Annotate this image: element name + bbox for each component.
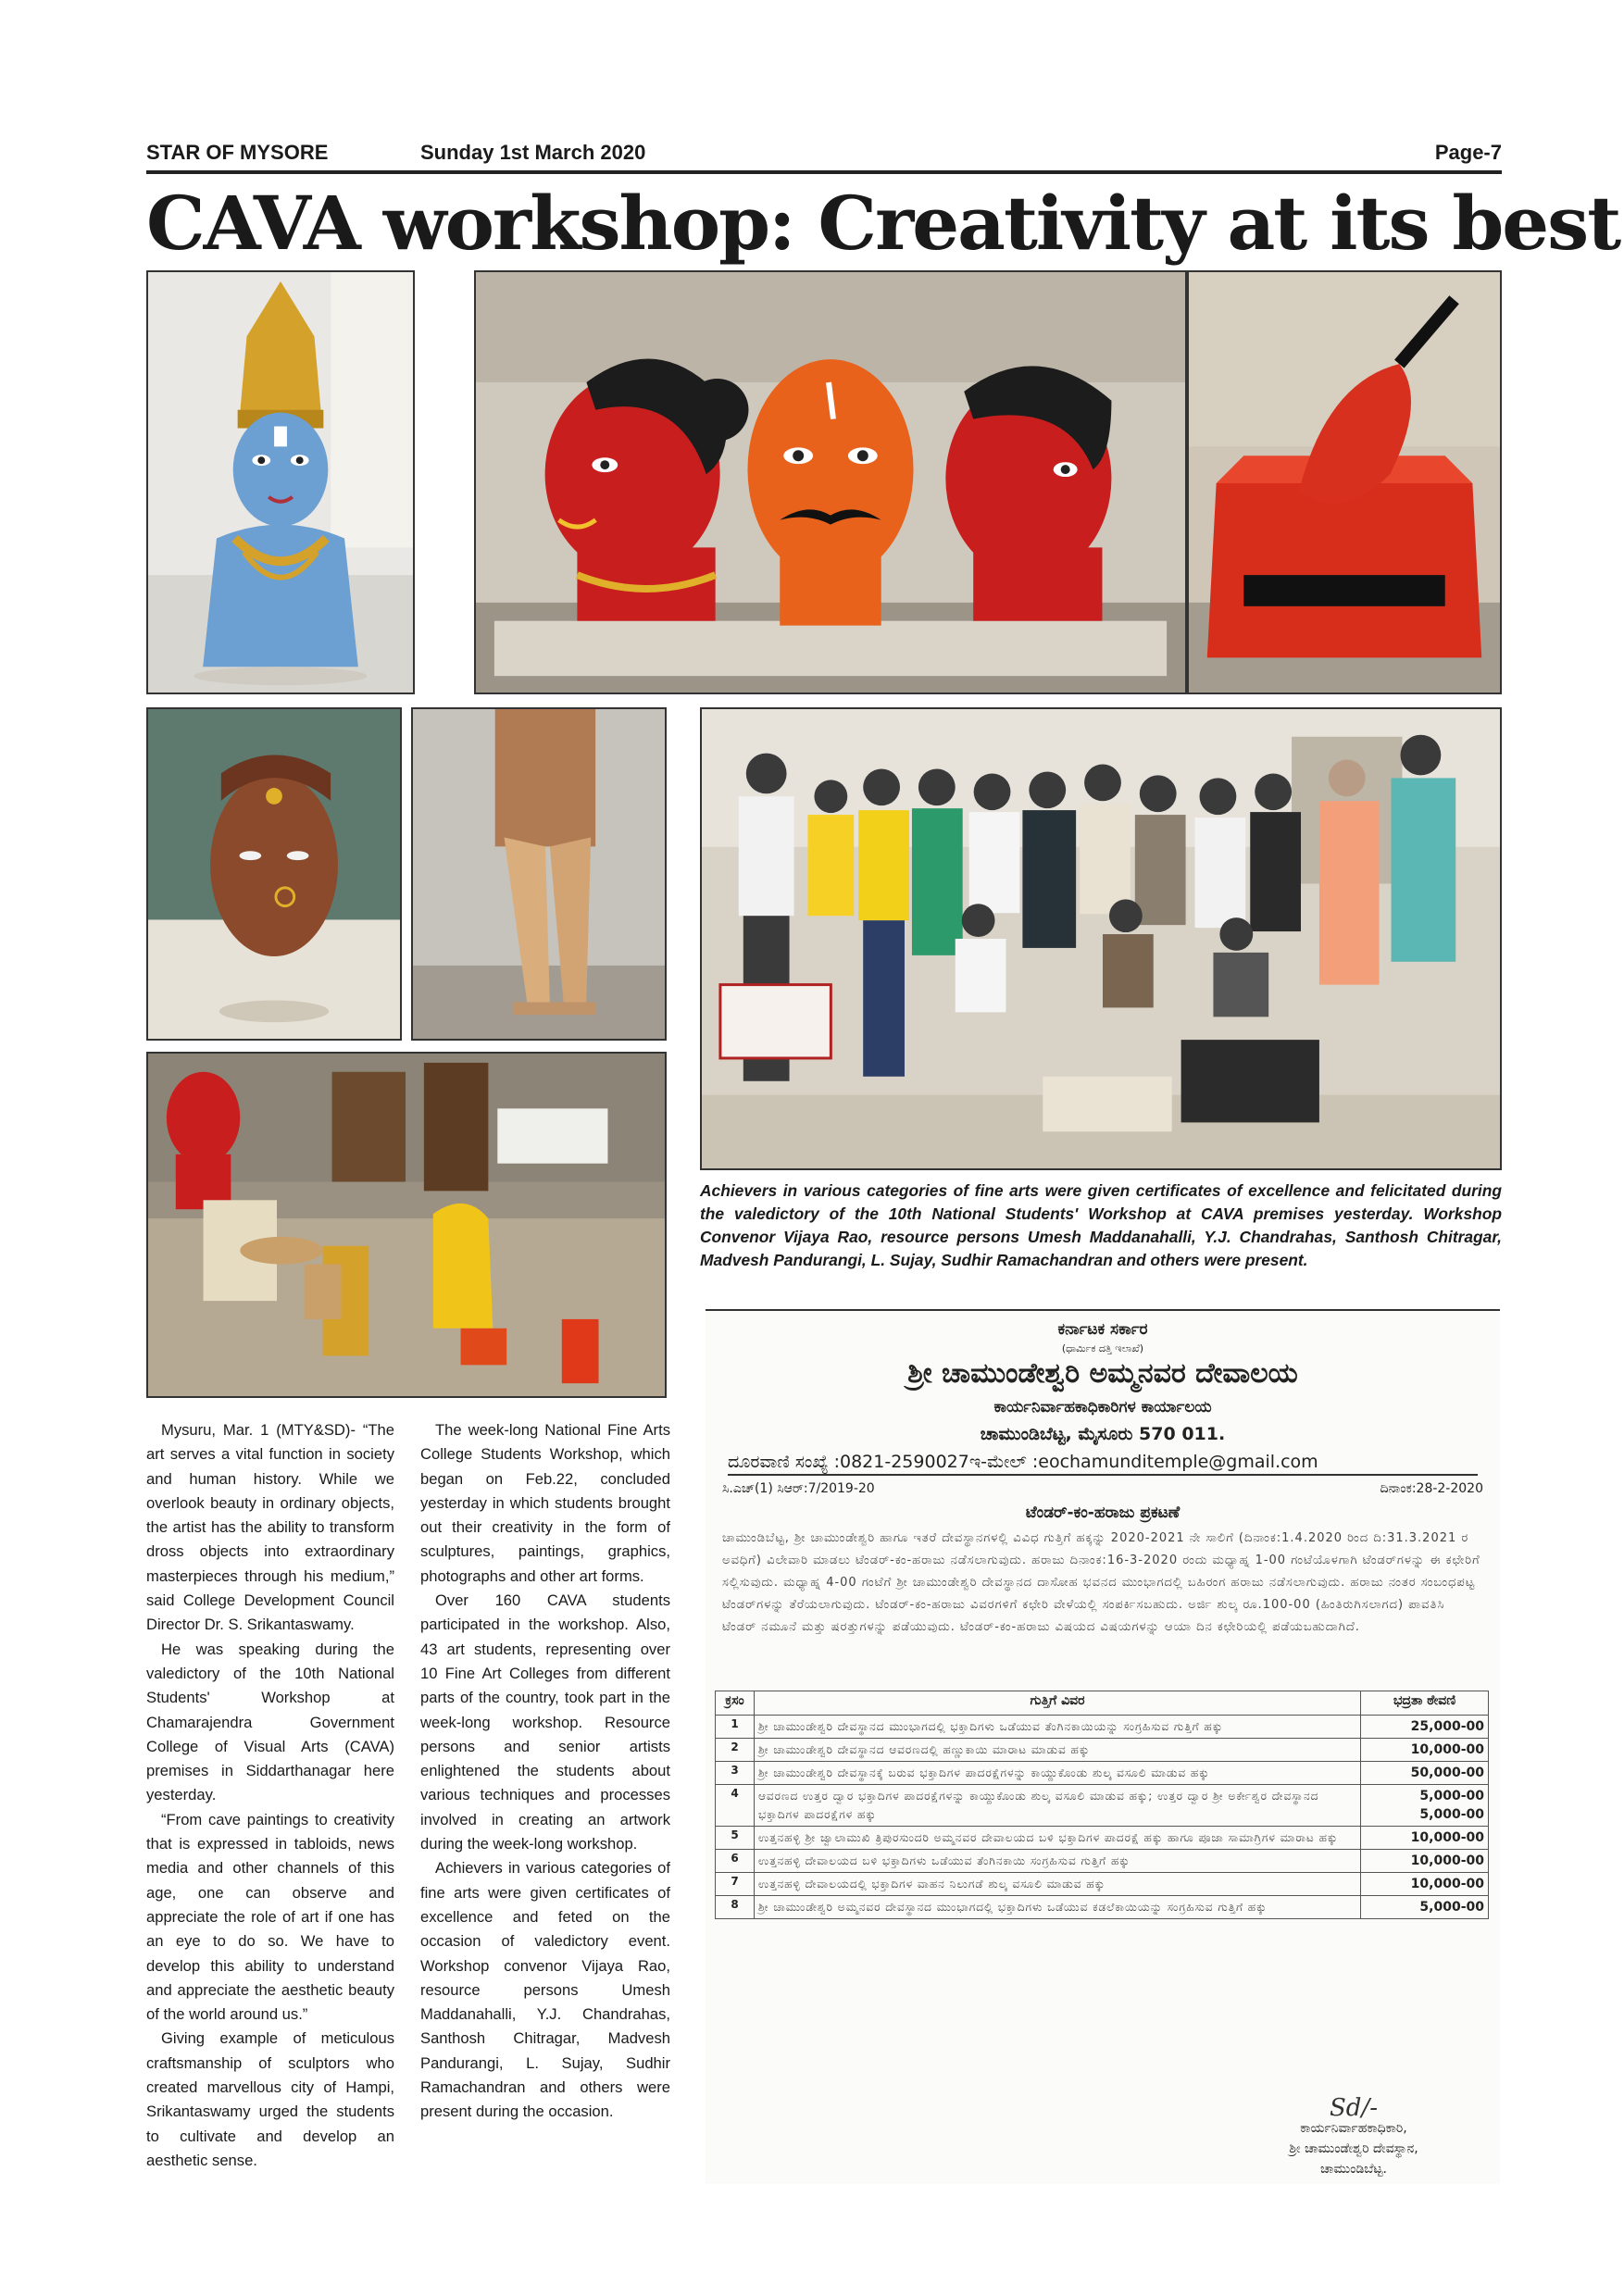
page-header [146, 137, 1502, 174]
article-paragraph: Achievers in various categories of fine arts were given certificates of excellence and feted on the occasion of valedictory event. Workshop convenor Vijaya Rao, resource persons Umesh Maddanahalli, Y.J. Chandrahas, Santhosh Chitragar, Madvesh Pandurangi, L. Sujay, Sudhir Ramachandran and others were present during the occasion. [420, 1859, 670, 2121]
article-paragraph: Over 160 CAVA students participated in the workshop. Also, 43 art students, representing over 10 Fine Art Colleges from different parts of the country, took part in the week-long workshop. Resource persons and senior artists enlightened the students about various techniques and processes involved in creating an artwork during the week-long workshop. [420, 1591, 670, 1853]
handwritten-signature: Sd/- [1330, 2094, 1378, 2122]
row-desc: ಶ್ರೀ ಚಾಮುಂಡೇಶ್ವರಿ ಅಮ್ಮನವರ ದೇವಸ್ಥಾನದ ಮುಂಭಾಗದಲ್ಲಿ ಭಕ್ತಾದಿಗಳು ಒಡೆಯುವ ಕಡಲೆಕಾಯಿಯನ್ನು ಸಂಗ್ರಹಿಸುವ ಗುತ್ತಿಗೆ ಹಕ್ಕು [755, 1896, 1361, 1919]
row-amount: 10,000-00 [1361, 1873, 1489, 1896]
row-sl: 6 [716, 1850, 755, 1873]
notice-department: (ಧಾರ್ಮಿಕ ದತ್ತಿ ಇಲಾಖೆ) [1061, 1342, 1144, 1354]
article-paragraph: Giving example of meticulous craftsmanship of sculptors who created marvellous city of Hampi, Srikantaswamy urged the students to cultivate and develop an aesthetic sense. [146, 2029, 394, 2169]
notice-office: ಕಾರ್ಯನಿರ್ವಾಹಕಾಧಿಕಾರಿಗಳ ಕಾರ್ಯಾಲಯ [993, 1398, 1212, 1416]
table-header-deposit: ಭದ್ರತಾ ಠೇವಣಿ [1361, 1691, 1489, 1716]
row-desc: ಉತ್ತನಹಳ್ಳಿ ದೇವಾಲಯದ ಬಳಿ ಭಕ್ತಾದಿಗಳು ಒಡೆಯುವ ತೆಂಗಿನಕಾಯಿ ಸಂಗ್ರಹಿಸುವ ಗುತ್ತಿಗೆ ಹಕ್ಕು [755, 1850, 1361, 1873]
notice-body: ಚಾಮುಂಡಿಬೆಟ್ಟ, ಶ್ರೀ ಚಾಮುಂಡೇಶ್ವರಿ ಹಾಗೂ ಇತರೆ ದೇವಸ್ಥಾನಗಳಲ್ಲಿ ವಿವಿಧ ಗುತ್ತಿಗೆ ಹಕ್ಕನ್ನು 2020-2021 ನೇ ಸಾಲಿಗೆ (ದಿನಾಂಕ:1.4.2020 ರಿಂದ ದಿ:31.3.2021 ರ ಅವಧಿಗೆ) ವಿಲೇವಾರಿ ಮಾಡಲು ಟೆಂಡರ್-ಕಂ-ಹರಾಜು ನಡೆಸಲಾಗುವುದು. ಹರಾಜು ದಿನಾಂಕ:16-3-2020 ರಂದು ಮಧ್ಯಾಹ್ನ 1-00 ಗಂಟೆಯೊಳಗಾಗಿ ಟೆಂಡರ್‌ಗಳನ್ನು ಈ ಕಛೇರಿಗೆ ಸಲ್ಲಿಸುವುದು. ಮಧ್ಯಾಹ್ನ 4-00 ಗಂಟೆಗೆ ಶ್ರೀ ಚಾಮುಂಡೇಶ್ವರಿ ದೇವಸ್ಥಾನದ ದಾಸೋಹ ಭವನದ ಮುಂಭಾಗದಲ್ಲಿ ಬಹಿರಂಗ ಹರಾಜು ನಡೆಸಲಾಗುವುದು. ಹರಾಜು ನಂತರ ಸಂಬಂಧಪಟ್ಟ ಟೆಂಡರ್‌ಗಳನ್ನು ತೆರೆಯಲಾಗುವುದು. ಟೆಂಡರ್-ಕಂ-ಹರಾಜು ವಿವರಗಳಿಗೆ ಕಛೇರಿ ವೇಳೆಯಲ್ಲಿ ಸಂಪರ್ಕಿಸಬಹುದು. ಅರ್ಜಿ ಶುಲ್ಕ ರೂ.100-00 (ಹಿಂತಿರುಗಿಸಲಾಗದ) ಪಾವತಿಸಿ ಟೆಂಡರ್ ನಮೂನೆ ಮತ್ತು ಷರತ್ತುಗಳನ್ನು ಪಡೆಯುವುದು. ಟೆಂಡರ್-ಕಂ-ಹರಾಜು ವಿಷಯದ ವಿಷಯಗಳನ್ನು ಆಯಾ ದಿನ ಕಛೇರಿಯಲ್ಲಿ ಪಡೆಯಬಹುದಾಗಿದೆ. [722, 1531, 1480, 1634]
notice-contact: ದೂರವಾಣಿ ಸಂಖ್ಯೆ :0821-2590027ಇ-ಮೇಲ್ :eochamunditemple@gmail.com [728, 1452, 1478, 1476]
table-header-sl: ಕ್ರಸಂ [716, 1691, 755, 1716]
row-amount: 10,000-00 [1361, 1850, 1489, 1873]
article-paragraph: The week-long National Fine Arts College Students Workshop, which began on Feb.22, concluded yesterday in which students brought out their creativity in the form of sculptures, paintings, graphics, photographs and other art forms. [420, 1421, 670, 1585]
table-row [716, 1850, 1489, 1873]
row-desc: ಉತ್ತನಹಳ್ಳಿ ಶ್ರೀ ಜ್ವಾಲಾಮುಖಿ ತ್ರಿಪುರಸುಂದರಿ ಅಮ್ಮನವರ ದೇವಾಲಯದ ಬಳಿ ಭಕ್ತಾದಿಗಳ ಪಾದರಕ್ಷೆ ಹಕ್ಕು ಹಾಗೂ ಪೂಜಾ ಸಾಮಾಗ್ರಿಗಳ ಮಾರಾಟ ಹಕ್ಕು [755, 1827, 1361, 1850]
photo-workshop-table [146, 1052, 667, 1398]
table-header-details: ಗುತ್ತಿಗೆ ವಿವರ [755, 1691, 1361, 1716]
row-sl: 4 [716, 1785, 755, 1827]
article-column-2 [420, 1418, 670, 2125]
row-desc: ಉತ್ತನಹಳ್ಳಿ ದೇವಾಲಯದಲ್ಲಿ ಭಕ್ತಾದಿಗಳ ವಾಹನ ನಿಲುಗಡೆ ಶುಲ್ಕ ವಸೂಲಿ ಮಾಡುವ ಹಕ್ಕು [755, 1873, 1361, 1896]
notice-government: ಕರ್ನಾಟಕ ಸರ್ಕಾರ [1057, 1320, 1148, 1339]
article-paragraph: “From cave paintings to creativity that is expressed in tabloids, news media and other channels of this age, one can observe and appreciate the role of art if one has an eye to do so. We have to develop this ability to understand and appreciate the aesthetic beauty of the world around us.” [146, 1810, 394, 2024]
notice-temple-name: ಶ್ರೀ ಚಾಮುಂಡೇಶ್ವರಿ ಅಮ್ಮನವರ ದೇವಾಲಯ [907, 1357, 1298, 1390]
table-row [716, 1716, 1489, 1739]
notice-date: ದಿನಾಂಕ:28-2-2020 [1380, 1481, 1483, 1496]
table-row [716, 1762, 1489, 1785]
row-amount: 10,000-00 [1361, 1739, 1489, 1762]
newspaper-name: STAR OF MYSORE [146, 141, 329, 164]
row-amount: 5,000-00 [1361, 1896, 1489, 1919]
signatory-organization: ಶ್ರೀ ಚಾಮುಂಡೇಶ್ವರಿ ದೇವಸ್ಥಾನ, [1289, 2141, 1418, 2156]
row-sl: 1 [716, 1716, 755, 1739]
article-column-1 [146, 1418, 394, 2173]
photo-red-box-sculpture [1187, 270, 1502, 694]
photo-caption: Achievers in various categories of fine arts were given certificates of excellence and felicitated during the valedictory of the 10th National Students' Workshop at CAVA premises yesterday. Workshop Convenor Vijaya Rao, resource persons Umesh Maddanahalli, Y.J. Chandrahas, Santhosh Chitragar, Madvesh Pandurangi, L. Sujay, Sudhir Ramachandran and others were present. [700, 1181, 1502, 1269]
article-paragraph: He was speaking during the valedictory of the 10th National Students' Workshop at Chamarajendra Government College of Visual Arts (CAVA) premises in Siddarthanagar here yesterday. [146, 1640, 394, 1804]
notice-signature-block [1224, 2094, 1483, 2179]
row-desc: ಶ್ರೀ ಚಾಮುಂಡೇಶ್ವರಿ ದೇವಸ್ಥಾನದ ಮುಂಭಾಗದಲ್ಲಿ ಭಕ್ತಾದಿಗಳು ಒಡೆಯುವ ತೆಂಗಿನಕಾಯಿಯನ್ನು ಸಂಗ್ರಹಿಸುವ ಗುತ್ತಿಗೆ ಹಕ್ಕು [755, 1716, 1361, 1739]
photo-wooden-legs-sculpture [411, 707, 667, 1041]
row-sl: 8 [716, 1896, 755, 1919]
row-sl: 3 [716, 1762, 755, 1785]
photo-achievers-group [700, 707, 1502, 1170]
table-row [716, 1896, 1489, 1919]
signatory-role: ಕಾರ್ಯನಿರ್ವಾಹಕಾಧಿಕಾರಿ, [1300, 2121, 1407, 2136]
photo-wooden-face [146, 707, 402, 1041]
table-row [716, 1785, 1489, 1827]
table-row [716, 1827, 1489, 1850]
row-amount: 50,000-00 [1361, 1762, 1489, 1785]
notice-title: ಟೆಂಡರ್-ಕಂ-ಹರಾಜು ಪ್ರಕಟಣೆ [1025, 1504, 1181, 1522]
signatory-place: ಚಾಮುಂಡಿಬೆಟ್ಟ. [1319, 2162, 1387, 2177]
headline: CAVA workshop: Creativity at its best [146, 180, 1620, 267]
row-desc: ಆವರಣದ ಉತ್ತರ ದ್ವಾರ ಭಕ್ತಾದಿಗಳ ಪಾದರಕ್ಷೆಗಳನ್ನು ಕಾಯ್ದುಕೊಂಡು ಶುಲ್ಕ ವಸೂಲಿ ಮಾಡುವ ಹಕ್ಕು; ಉತ್ತರ ದ್ವಾರ ಶ್ರೀ ಅರ್ಕೇಶ್ವರ ದೇವಸ್ಥಾನದ ಭಕ್ತಾದಿಗಳ ಪಾದರಕ್ಷೆಗಳ ಹಕ್ಕು [755, 1785, 1361, 1827]
row-sl: 2 [716, 1739, 755, 1762]
notice-address: ಚಾಮುಂಡಿಬೆಟ್ಟ, ಮೈಸೂರು 570 011. [980, 1424, 1226, 1444]
row-sl: 5 [716, 1827, 755, 1850]
row-desc: ಶ್ರೀ ಚಾಮುಂಡೇಶ್ವರಿ ದೇವಸ್ಥಾನಕ್ಕೆ ಬರುವ ಭಕ್ತಾದಿಗಳ ಪಾದರಕ್ಷೆಗಳನ್ನು ಕಾಯ್ದುಕೊಂಡು ಶುಲ್ಕ ವಸೂಲಿ ಮಾಡುವ ಹಕ್ಕು [755, 1762, 1361, 1785]
table-row [716, 1739, 1489, 1762]
photo-three-painted-heads [474, 270, 1187, 694]
tender-notice [706, 1309, 1500, 2184]
row-amount: 5,000-00 5,000-00 [1361, 1785, 1489, 1827]
article-paragraph: Mysuru, Mar. 1 (MTY&SD)- “The art serves a vital function in society and human history. While we overlook beauty in ordinary objects, the artist has the ability to transform dross objects into extraordinary masterpieces through his medium,” said College Development Council Director Dr. S. Srikantaswamy. [146, 1421, 394, 1634]
table-row [716, 1873, 1489, 1896]
issue-date: Sunday 1st March 2020 [420, 141, 646, 164]
notice-reference: ಸಿ.ಎಚ್(1) ಸಿಆರ್:7/2019-20 [722, 1481, 875, 1496]
row-desc: ಶ್ರೀ ಚಾಮುಂಡೇಶ್ವರಿ ದೇವಸ್ಥಾನದ ಆವರಣದಲ್ಲಿ ಹಣ್ಣುಕಾಯಿ ಮಾರಾಟ ಮಾಡುವ ಹಕ್ಕು [755, 1739, 1361, 1762]
row-amount: 10,000-00 [1361, 1827, 1489, 1850]
row-sl: 7 [716, 1873, 755, 1896]
photo-blue-deity-bust [146, 270, 415, 694]
tender-table [715, 1691, 1489, 1919]
row-amount: 25,000-00 [1361, 1716, 1489, 1739]
page-number: Page-7 [1434, 141, 1502, 164]
